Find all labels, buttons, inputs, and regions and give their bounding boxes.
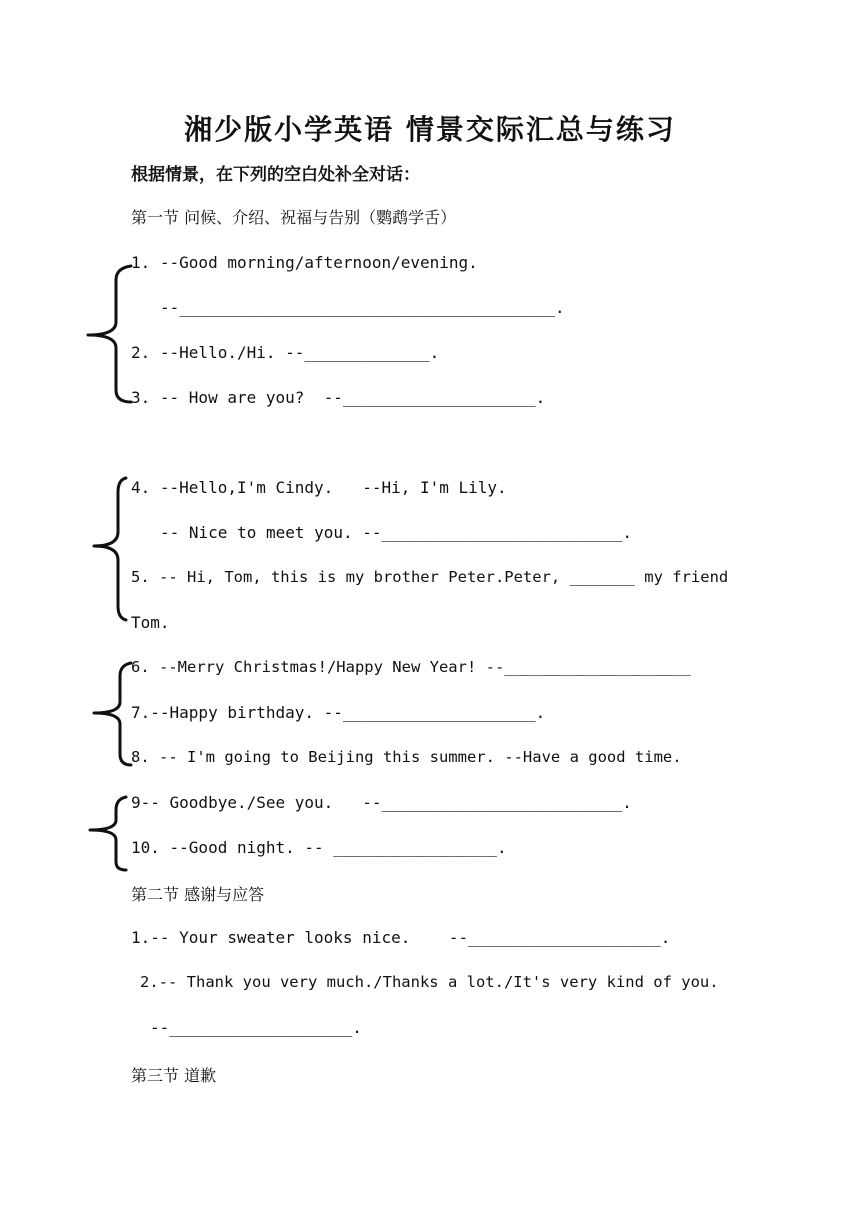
bracket-group-3: [94, 663, 131, 765]
bracket-group-1: [88, 266, 131, 402]
exercise-line: --___________________.: [150, 1018, 362, 1037]
exercise-line: 2.-- Thank you very much./Thanks a lot./It's very kind of you.: [140, 973, 719, 991]
exercise-line: --_______________________________________.: [160, 298, 565, 317]
exercise-line: 4. --Hello,I'm Cindy. --Hi, I'm Lily.: [131, 478, 507, 497]
bracket-group-4: [90, 797, 126, 870]
exercise-line: 8. -- I'm going to Beijing this summer. --Have a good time.: [131, 748, 682, 766]
bracket-group-2: [94, 478, 126, 620]
exercise-line: 3. -- How are you? --____________________.: [131, 388, 546, 407]
exercise-line: 9-- Goodbye./See you. --_________________________.: [131, 793, 632, 812]
exercise-line: 7.--Happy birthday. --____________________.: [131, 703, 546, 722]
instruction-text: 根据情景，在下列的空白处补全对话：: [131, 165, 420, 185]
exercise-line: 10. --Good night. -- _________________.: [131, 838, 507, 857]
exercise-line: Tom.: [131, 613, 170, 632]
section2-heading: 第二节 感谢与应答: [131, 885, 265, 904]
exercise-line: -- Nice to meet you. --_________________________.: [160, 523, 633, 542]
exercise-line: 1.-- Your sweater looks nice. --____________________.: [131, 928, 671, 947]
exercise-line: 2. --Hello./Hi. --_____________.: [131, 343, 440, 362]
page-title: 湘少版小学英语 情景交际汇总与练习: [184, 113, 676, 146]
exercise-line: 5. -- Hi, Tom, this is my brother Peter.Peter, _______ my friend: [131, 568, 729, 586]
exercise-line: 6. --Merry Christmas!/Happy New Year! --____________________: [131, 658, 691, 676]
section3-heading: 第三节 道歉: [131, 1066, 217, 1085]
exercise-line: 1. --Good morning/afternoon/evening.: [131, 253, 478, 272]
section1-heading: 第一节 问候、介绍、祝福与告别（鹦鹉学舌）: [131, 208, 457, 227]
